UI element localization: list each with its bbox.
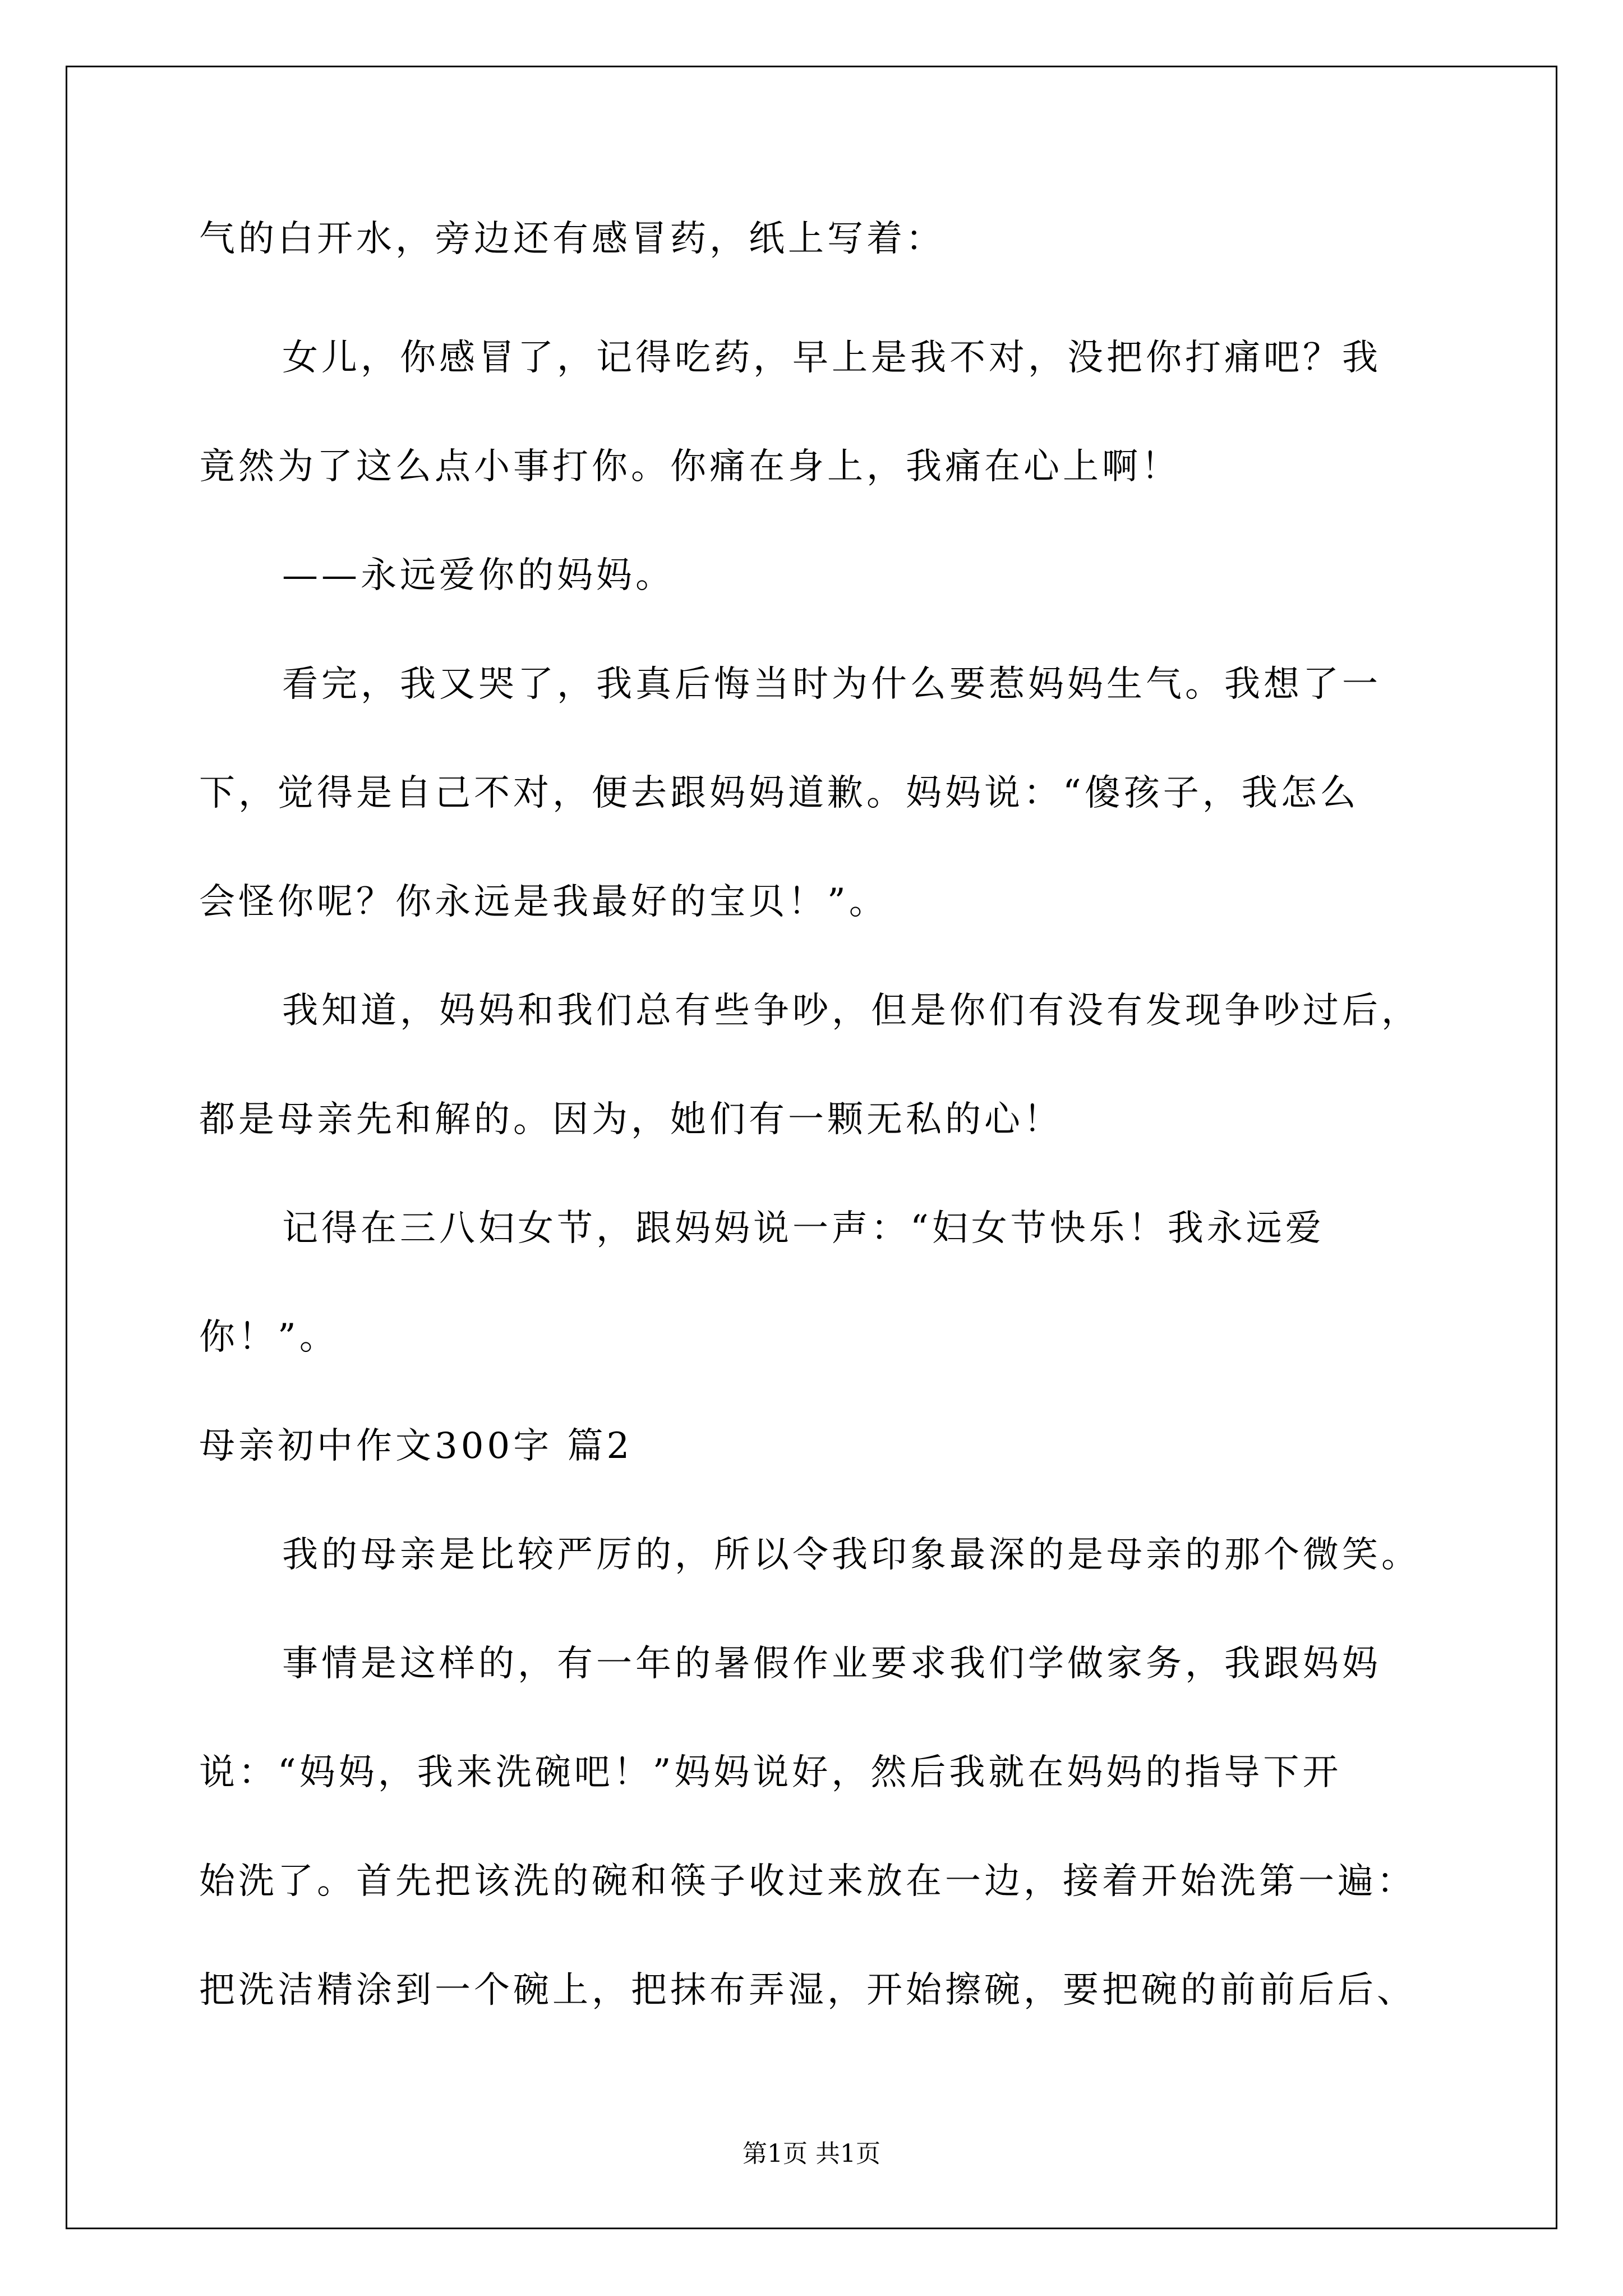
- text-line: 都是母亲先和解的。因为，她们有一颗无私的心！: [199, 1099, 1063, 1140]
- text-line: 下，觉得是自己不对，便去跟妈妈道歉。妈妈说：“傻孩子，我怎么: [199, 772, 1359, 814]
- text-line: 会怪你呢？你永远是我最好的宝贝！”。: [199, 881, 888, 923]
- text-line: 气的白开水，旁边还有感冒药，纸上写着：: [199, 218, 945, 260]
- text-line: 把洗洁精涂到一个碗上，把抹布弄湿，开始擦碗，要把碗的前前后后、: [199, 1970, 1416, 2011]
- page-border: [66, 66, 1557, 2229]
- section-heading: 母亲初中作文300字 篇2: [199, 1425, 633, 1467]
- text-line: 我知道，妈妈和我们总有些争吵，但是你们有没有发现争吵过后，: [282, 990, 1421, 1032]
- text-line: 竟然为了这么点小事打你。你痛在身上，我痛在心上啊！: [199, 446, 1181, 487]
- text-line: 看完，我又哭了，我真后悔当时为什么要惹妈妈生气。我想了一: [282, 664, 1381, 705]
- text-line: 事情是这样的，有一年的暑假作业要求我们学做家务，我跟妈妈: [282, 1643, 1381, 1685]
- text-line: 说：“妈妈，我来洗碗吧！”妈妈说好，然后我就在妈妈的指导下开: [199, 1752, 1342, 1793]
- text-line: 记得在三八妇女节，跟妈妈说一声：“妇女节快乐！我永远爱: [282, 1208, 1325, 1249]
- text-line: 我的母亲是比较严厉的，所以令我印象最深的是母亲的那个微笑。: [282, 1534, 1421, 1576]
- text-line: 女儿，你感冒了，记得吃药，早上是我不对，没把你打痛吧？我: [282, 337, 1381, 379]
- text-line: 你！”。: [199, 1317, 339, 1358]
- text-line: ——永远爱你的妈妈。: [282, 555, 675, 596]
- text-line: 始洗了。首先把该洗的碗和筷子收过来放在一边，接着开始洗第一遍：: [199, 1861, 1416, 1902]
- page-footer: 第1页 共1页: [743, 2139, 880, 2168]
